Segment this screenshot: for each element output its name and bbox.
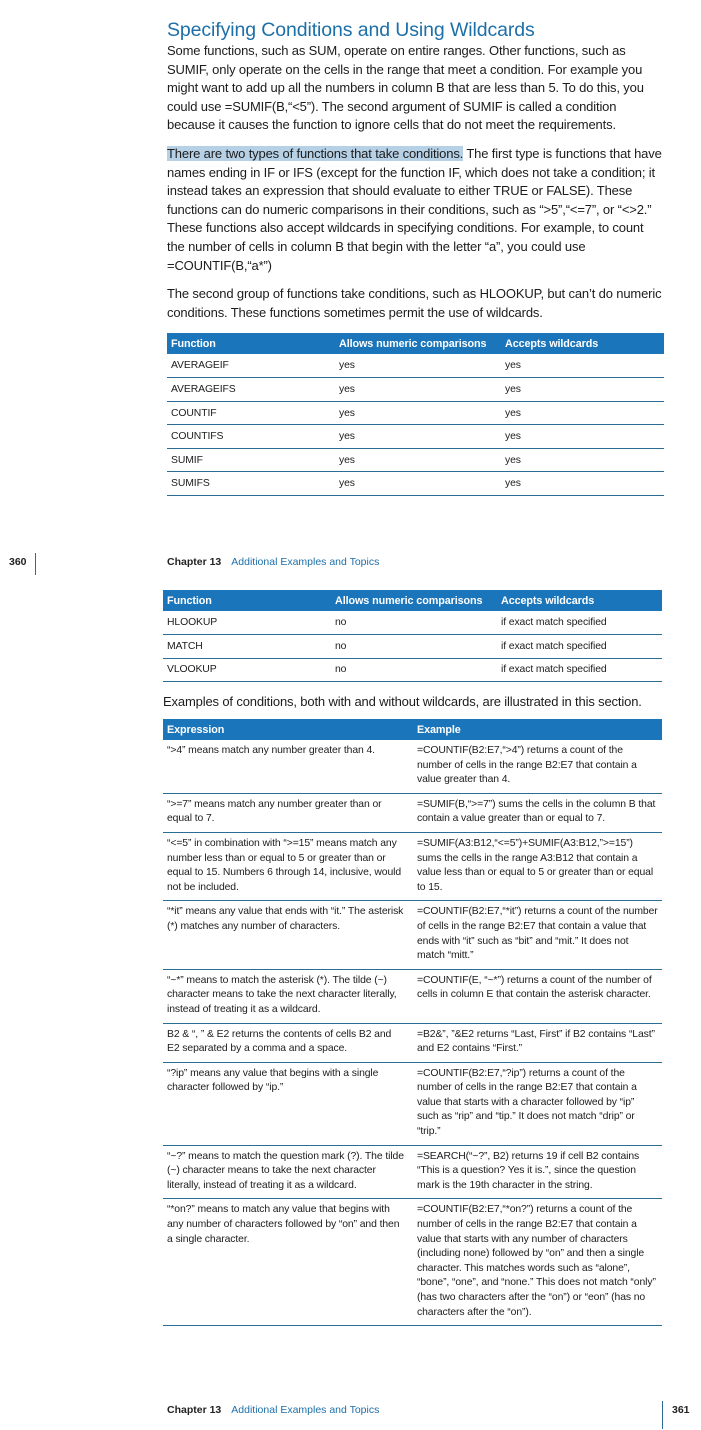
- cell-function: AVERAGEIFS: [167, 378, 335, 402]
- col-header-function: Function: [167, 333, 335, 354]
- cell-function: SUMIF: [167, 448, 335, 472]
- page-360-content: [167, 18, 664, 496]
- table-row: [163, 1023, 662, 1062]
- paragraph-intro: Some functions, such as SUM, operate on entire ranges. Other functions, such as SUMIF, only operate on the cells in the range that meet a condition. For example you might want to add up all the numbers in column B that are less than 5. To do this, you could use =SUMIF(B,“<5”). The second argument of SUMIF is called a condition because it causes the function to ignore cells that do not meet the requirements.: [167, 43, 644, 133]
- page-361-content: [163, 590, 662, 1326]
- cell-example: =COUNTIF(B2:E7,“?ip”) returns a count of the number of cells in the range B2:E7 that contain a value that starts with a character followed by “ip” such as “rip” and “tip.” It does not match “drip” or “trip.”: [413, 1062, 662, 1145]
- chapter-label: Chapter 13: [167, 1404, 222, 1416]
- cell-function: HLOOKUP: [163, 611, 331, 635]
- cell-example: =SUMIF(B,“>=7”) sums the cells in the column B that contain a value greater than or equal to 7.: [413, 793, 662, 832]
- cell-wildcards: yes: [501, 401, 664, 425]
- page-number-divider: [662, 1401, 663, 1429]
- cell-numeric: yes: [335, 378, 501, 402]
- cell-example: =B2&”, ”&E2 returns “Last, First” if B2 contains “Last” and E2 contains “First.”: [413, 1023, 662, 1062]
- table-row: [167, 472, 664, 496]
- cell-wildcards: yes: [501, 448, 664, 472]
- cell-expression: “~?” means to match the question mark (?). The tilde (~) character means to take the next character literally, instead of treating it as a wildcard.: [163, 1145, 413, 1199]
- page-footer-361: [0, 1404, 701, 1424]
- cell-expression: B2 & “, ” & E2 returns the contents of cells B2 and E2 separated by a comma and a space.: [163, 1023, 413, 1062]
- lookup-functions-table: [163, 590, 662, 682]
- col-header-example: Example: [413, 719, 662, 740]
- cell-wildcards: yes: [501, 378, 664, 402]
- cell-function: AVERAGEIF: [167, 354, 335, 378]
- col-header-numeric: Allows numeric comparisons: [331, 590, 497, 611]
- col-header-expression: Expression: [163, 719, 413, 740]
- cell-numeric: no: [331, 611, 497, 635]
- col-header-function: Function: [163, 590, 331, 611]
- chapter-title-link[interactable]: Additional Examples and Topics: [231, 1404, 380, 1416]
- chapter-label: Chapter 13: [167, 556, 222, 568]
- cell-numeric: yes: [335, 425, 501, 449]
- cell-example: =COUNTIF(B2:E7,“*on?”) returns a count of the number of cells in the range B2:E7 that contain a value that starts with any number of characters (including none) followed by “on” and then a single character. This matches words such as “alone”, “bone”, “one”, and “none.” This does not match “only” (has two characters after the “on”) or “eon” (has no characters after the “on”).: [413, 1199, 662, 1326]
- cell-wildcards: if exact match specified: [497, 611, 662, 635]
- cell-expression: “>=7” means match any number greater than or equal to 7.: [163, 793, 413, 832]
- cell-example: =COUNTIF(E, “~*”) returns a count of the number of cells in column E that contain the asterisk character.: [413, 969, 662, 1023]
- chapter-header: [167, 556, 379, 568]
- selected-text-highlight[interactable]: There are two types of functions that take conditions.: [167, 145, 464, 161]
- col-header-wildcards: Accepts wildcards: [501, 333, 664, 354]
- cell-expression: “*on?” means to match any value that begins with any number of characters followed by “on” and then a single character.: [163, 1199, 413, 1326]
- table-row: [163, 901, 662, 969]
- cell-example: =COUNTIF(B2:E7,“>4”) returns a count of the number of cells in the range B2:E7 that contain a value greater than 4.: [413, 740, 662, 793]
- col-header-wildcards: Accepts wildcards: [497, 590, 662, 611]
- cell-example: =SEARCH(“~?”, B2) returns 19 if cell B2 contains “This is a question? Yes it is.”, since the question mark is the 19th character in the string.: [413, 1145, 662, 1199]
- cell-expression: “>4” means match any number greater than 4.: [163, 740, 413, 793]
- cell-function: MATCH: [163, 635, 331, 659]
- table-row: [163, 832, 662, 900]
- table-row: [163, 793, 662, 832]
- cell-numeric: yes: [335, 448, 501, 472]
- table-row: [163, 635, 662, 659]
- page-number: 360: [9, 556, 27, 568]
- paragraph-second-group: The second group of functions take conditions, such as HLOOKUP, but can’t do numeric conditions. These functions sometimes permit the use of wildcards.: [167, 286, 662, 320]
- page-number-divider: [35, 553, 36, 575]
- cell-function: COUNTIF: [167, 401, 335, 425]
- table-row: [163, 1199, 662, 1326]
- cell-wildcards: if exact match specified: [497, 635, 662, 659]
- table-row: [167, 448, 664, 472]
- cell-numeric: no: [331, 635, 497, 659]
- examples-intro: Examples of conditions, both with and without wildcards, are illustrated in this section.: [163, 694, 642, 709]
- cell-wildcards: yes: [501, 425, 664, 449]
- table-header-row: [163, 719, 662, 740]
- functions-with-conditions-table: [167, 333, 664, 496]
- cell-function: COUNTIFS: [167, 425, 335, 449]
- cell-expression: “*it” means any value that ends with “it.” The asterisk (*) matches any number of characters.: [163, 901, 413, 969]
- cell-expression: “<=5” in combination with “>=15” means match any number less than or equal to 5 or greater than or equal to 15. Numbers 6 through 14, inclusive, would not be included.: [163, 832, 413, 900]
- cell-function: SUMIFS: [167, 472, 335, 496]
- paragraph-function-types: [167, 145, 664, 275]
- table-row: [167, 425, 664, 449]
- col-header-numeric: Allows numeric comparisons: [335, 333, 501, 354]
- cell-wildcards: yes: [501, 354, 664, 378]
- table-header-row: [163, 590, 662, 611]
- table-header-row: [167, 333, 664, 354]
- condition-examples-table: [163, 719, 662, 1326]
- cell-example: =COUNTIF(B2:E7,“*it”) returns a count of the number of cells in the range B2:E7 that contain a value that ends with “it” such as “bit” and “mit.” It does not match “mitt.”: [413, 901, 662, 969]
- cell-numeric: no: [331, 658, 497, 682]
- table-row: [163, 611, 662, 635]
- cell-function: VLOOKUP: [163, 658, 331, 682]
- cell-example: =SUMIF(A3:B12,“<=5”)+SUMIF(A3:B12,”>=15”) sums the cells in the range A3:B12 that contain a value less than or equal to 5 or greater than or equal to 15.: [413, 832, 662, 900]
- cell-wildcards: if exact match specified: [497, 658, 662, 682]
- paragraph-function-types-rest: The first type is functions that have names ending in IF or IFS (except for the function IF, which does not take a condition; it instead takes an expression that should evaluate to either TRUE or FALSE). These functions can do numeric comparisons in their conditions, such as “>5”,“<=7”, or “<>2.” These functions also accept wildcards in specifying conditions. For example, to count the number of cells in column B that begin with the letter “a”, you could use =COUNTIF(B,“a*”): [167, 145, 662, 273]
- table-row: [167, 378, 664, 402]
- page-number: 361: [672, 1404, 690, 1416]
- cell-numeric: yes: [335, 401, 501, 425]
- table-row: [163, 969, 662, 1023]
- table-row: [163, 658, 662, 682]
- table-row: [167, 354, 664, 378]
- cell-expression: “?ip” means any value that begins with a single character followed by “ip.”: [163, 1062, 413, 1145]
- chapter-title-link[interactable]: Additional Examples and Topics: [231, 556, 380, 568]
- table-row: [167, 401, 664, 425]
- cell-numeric: yes: [335, 354, 501, 378]
- page-footer-360: [0, 556, 701, 576]
- cell-numeric: yes: [335, 472, 501, 496]
- table-row: [163, 1145, 662, 1199]
- table-row: [163, 1062, 662, 1145]
- chapter-header: [167, 1404, 379, 1416]
- cell-expression: “~*” means to match the asterisk (*). The tilde (~) character means to take the next character literally, instead of treating it as a wildcard.: [163, 969, 413, 1023]
- section-title: Specifying Conditions and Using Wildcards: [167, 19, 535, 41]
- table-row: [163, 740, 662, 793]
- cell-wildcards: yes: [501, 472, 664, 496]
